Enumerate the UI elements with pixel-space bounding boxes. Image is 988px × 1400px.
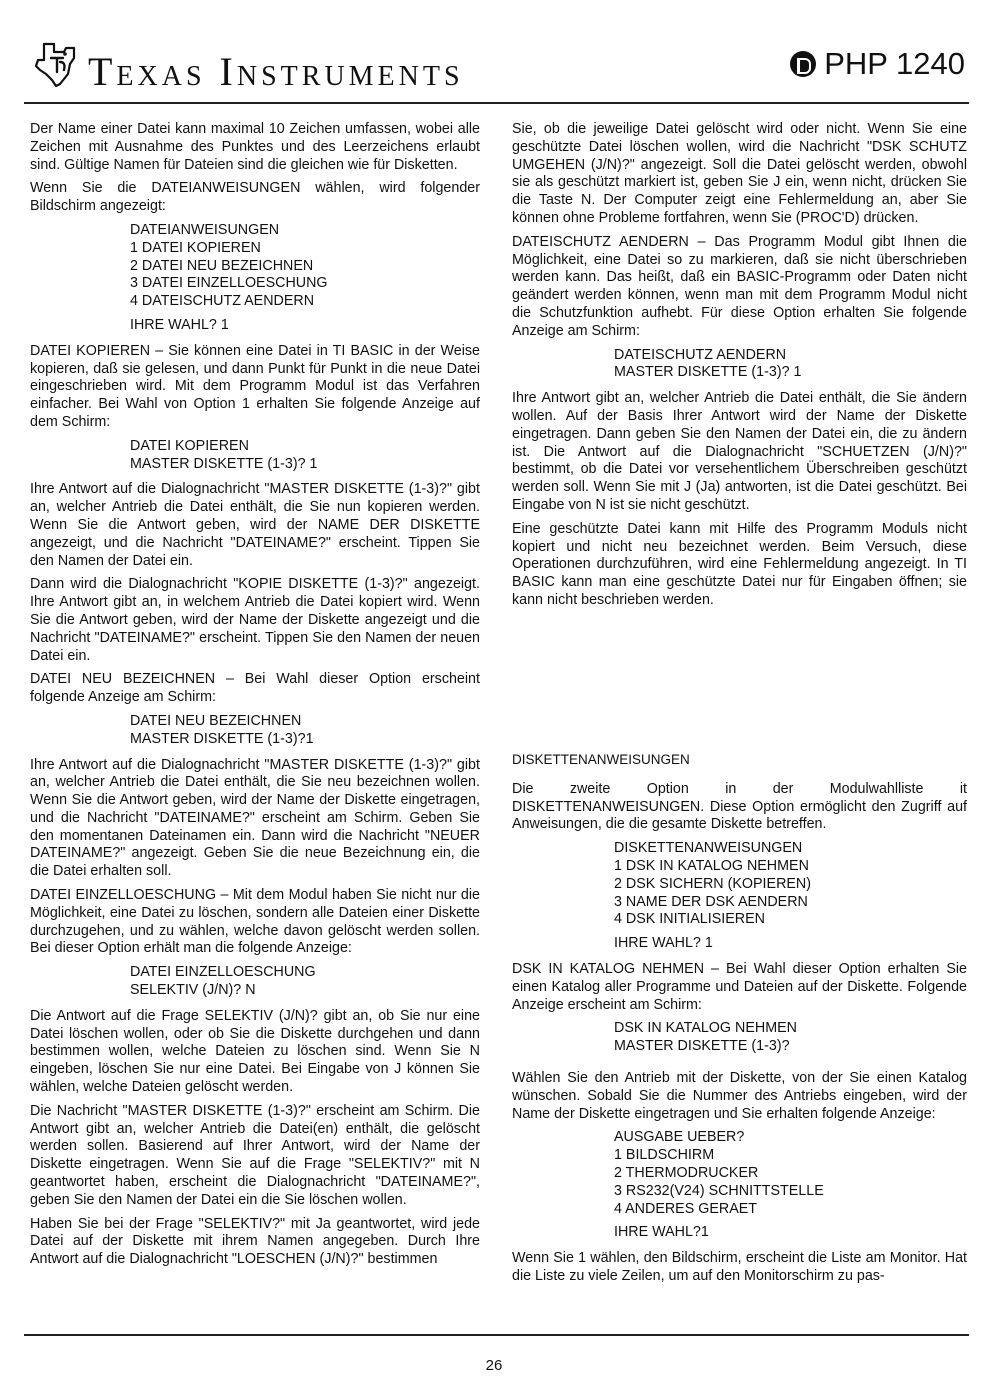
paragraph: Die Antwort auf die Frage SELEKTIV (J/N)? gibt an, ob Sie nur eine Datei löschen wollen, oder ob Sie die Diskette durchgehen und dann bestimmen wollen, welche Dateien zu löschen sind. Wenn Sie N eingeben, löschen Sie nur eine Datei. Bei Eingabe von J können Sie wählen, welche Dateien gelöscht werden. — [30, 1007, 480, 1096]
paragraph — [30, 671, 480, 707]
term-description: – Bei Wahl dieser Option erscheint folgende Anzeige am Schirm: — [30, 671, 480, 706]
term: DATEISCHUTZ AENDERN — [512, 233, 689, 250]
screen-line: DATEI KOPIEREN — [130, 437, 249, 454]
screen-line: 3 NAME DER DSK AENDERN — [614, 893, 808, 910]
screen-listing-datei-einzelloeschung — [130, 964, 480, 1000]
paragraph: Die zweite Option in der Modulwahlliste it DISKETTENANWEISUNGEN. Diese Option ermöglicht den Zugriff auf Anweisungen, die die gesamte Diskette betreffen. — [512, 780, 967, 833]
paragraph: Wenn Sie die DATEIANWEISUNGEN wählen, wird folgender Bildschirm angezeigt: — [30, 180, 480, 215]
screen-line: 4 DSK INITIALISIEREN — [614, 911, 765, 928]
screen-prompt: IHRE WAHL? 1 — [614, 935, 713, 952]
screen-line: 4 DATEISCHUTZ AENDERN — [130, 293, 315, 310]
section-heading: DISKETTENANWEISUNGEN — [512, 752, 690, 767]
document-code: PHP 1240 — [824, 46, 965, 81]
screen-line: 2 THERMODRUCKER — [614, 1164, 759, 1181]
screen-line: MASTER DISKETTE (1-3)?1 — [130, 730, 314, 747]
term: DATEI KOPIEREN — [30, 342, 151, 359]
screen-line: MASTER DISKETTE (1-3)? 1 — [130, 455, 318, 472]
page-header — [24, 34, 969, 98]
right-column-bottom — [512, 751, 967, 1292]
paragraph — [30, 343, 480, 432]
texas-instruments-logo-icon — [30, 40, 82, 90]
screen-line: DATEISCHUTZ AENDERN — [614, 346, 787, 363]
screen-listing-datei-neu-bezeichnen — [130, 713, 480, 749]
screen-line: DATEI EINZELLOESCHUNG — [130, 964, 316, 981]
left-column — [30, 121, 480, 1275]
term: DSK IN KATALOG NEHMEN — [512, 960, 705, 977]
paragraph: Eine geschützte Datei kann mit Hilfe des Programm Moduls nicht kopiert und nicht neu bezeichnet werden. Beim Versuch, diese Operationen durchzuführen, wird eine Fehlermeldung angezeigt. In TI BASIC kann man eine geschützte Datei nur für Eingaben öffnen; sie kann nicht beschrieben werden. — [512, 520, 967, 608]
right-column-top — [512, 121, 967, 616]
paragraph — [30, 887, 480, 958]
screen-line: MASTER DISKETTE (1-3)? — [614, 1038, 790, 1055]
screen-listing-datei-kopieren — [130, 438, 480, 474]
screen-line: 2 DATEI NEU BEZEICHNEN — [130, 257, 314, 274]
term-description: – Das Programm Modul gibt Ihnen die Möglichkeit, eine Datei so zu markieren, daß sie nicht überschrieben werden kann. Das heißt, daß ein BASIC-Programm oder Daten nicht geändert werden können, wenn man mit dem Programm Modul nicht die Schutzfunktion aufhebt. Für diese Option erhalten Sie folgende Anzeige am Schirm: — [512, 233, 967, 339]
paragraph: Wählen Sie den Antrieb mit der Diskette, von der Sie einen Katalog wünschen. Sobald Sie die Nummer des Antriebs eingeben, wird der Name der Diskette eingetragen und Sie erhalten folgende Anzeige: — [512, 1069, 967, 1122]
screen-listing-ausgabe — [614, 1129, 967, 1242]
term: DATEI NEU BEZEICHNEN — [30, 671, 216, 688]
paragraph: Ihre Antwort auf die Dialognachricht "MASTER DISKETTE (1-3)?" gibt an, welcher Antrieb die Datei enthält, die Sie neu bezeichnen wollen. Wenn Sie die Antwort geben, wird der Name der Diskette eingetragen, und die Nachricht "DATEINAME?" erscheint am Schirm. Geben Sie den momentanen Dateinamen ein. Dann wird die Nachricht "NEUER DATEINAME?" angezeigt. Geben Sie die neue Bezeichnung ein, die die Datei erhalten soll. — [30, 756, 480, 880]
screen-line: DISKETTENANWEISUNGEN — [614, 840, 803, 857]
screen-line: 4 ANDERES GERAET — [614, 1200, 758, 1217]
screen-prompt: IHRE WAHL?1 — [614, 1224, 709, 1241]
paragraph: Ihre Antwort auf die Dialognachricht "MASTER DISKETTE (1-3)?" gibt an, welcher Antrieb die Datei enthält, die Sie nun kopieren werden. Wenn Sie die Antwort geben, wird der NAME DER DISKETTE angezeigt, und die Nachricht "DATEINAME?" erscheint. Tippen Sie den Namen der Datei ein. — [30, 481, 480, 569]
screen-line: DATEIANWEISUNGEN — [130, 221, 280, 238]
screen-line: 3 DATEI EINZELLOESCHUNG — [130, 275, 328, 292]
screen-line: AUSGABE UEBER? — [614, 1129, 745, 1146]
paragraph — [512, 234, 967, 341]
screen-listing-dsk-katalog — [614, 1020, 967, 1056]
d-mark-icon — [790, 51, 816, 77]
document-id — [790, 46, 965, 82]
screen-line: SELEKTIV (J/N)? N — [130, 982, 256, 999]
paragraph: Der Name einer Datei kann maximal 10 Zeichen umfassen, wobei alle Zeichen mit Ausnahme des Punktes und des Leerzeichens erlaubt sind. Gültige Namen für Dateien sind die gleichen wie für Disketten. — [30, 121, 480, 173]
page-number: 26 — [485, 1357, 503, 1374]
screen-line: 1 BILDSCHIRM — [614, 1147, 715, 1164]
screen-prompt: IHRE WAHL? 1 — [130, 316, 229, 333]
paragraph: Wenn Sie 1 wählen, den Bildschirm, erscheint die Liste am Monitor. Hat die Liste zu viele Zeilen, um auf den Monitorschirm zu pas- — [512, 1250, 967, 1284]
screen-line: DATEI NEU BEZEICHNEN — [130, 712, 302, 729]
screen-line: 1 DATEI KOPIEREN — [130, 239, 261, 256]
screen-listing-dateianweisungen — [130, 222, 480, 335]
screen-line: 1 DSK IN KATALOG NEHMEN — [614, 857, 809, 874]
paragraph: Ihre Antwort gibt an, welcher Antrieb die Datei enthält, die Sie ändern wollen. Auf der Basis Ihrer Antwort wird der Name der Diskette eingetragen. Dann geben Sie den Namen der Datei ein, die zu ändern ist. Die Antwort auf die Dialognachricht "SCHUETZEN (J/N)?" bestimmt, ob die Datei vor versehentlichem Überschreiben geschützt werden soll. Wenn Sie mit J (Ja) antworten, ist die Datei geschützt. Bei Eingabe von N ist sie nicht geschützt. — [512, 390, 967, 513]
screen-listing-dateischutz-aendern — [614, 347, 967, 383]
paragraph: Sie, ob die jeweilige Datei gelöscht wird oder nicht. Wenn Sie eine geschützte Datei löschen wollen, wird die Nachricht "DSK SCHUTZ UMGEHEN (J/N)?" angezeigt. Soll die Datei gelöscht werden, obwohl sie als geschützt markiert ist, geben Sie J ein, wenn nicht, drücken Sie die Taste N. Der Computer zeigt eine Fehlermeldung an, aber Sie können ohne Probleme fortfahren, wenn Sie (PROC'D) drücken. — [512, 121, 967, 226]
screen-line: DSK IN KATALOG NEHMEN — [614, 1020, 797, 1037]
screen-line: MASTER DISKETTE (1-3)? 1 — [614, 364, 802, 381]
paragraph: Die Nachricht "MASTER DISKETTE (1-3)?" erscheint am Schirm. Die Antwort gibt an, welcher Antrieb die Datei(en) enthält, die gelöscht werden sollen. Basierend auf Ihrer Antwort, wird der Name der Diskette eingetragen. Wenn Sie auf die Frage "SELEKTIV?" mit N geantwortet haben, erscheint die Dialognachricht "DATEINAME?", geben Sie den Namen der Datei ein die Sie löschen wollen. — [30, 1102, 480, 1208]
footer-rule — [24, 1334, 969, 1336]
brand-name: Texas Instruments — [88, 49, 464, 94]
term-description: – Bei Wahl dieser Option erhalten Sie einen Katalog aller Programme und Dateien auf der Diskette. Folgende Anzeige erscheint am Schirm: — [512, 960, 967, 1013]
screen-listing-diskettenanweisungen — [614, 840, 967, 953]
term-description: – Mit dem Modul haben Sie nicht nur die Möglichkeit, eine Datei zu löschen, sondern alle Dateien einer Diskette durchzugehen, und zu wählen, welche davon gelöscht werden sollen. Bei dieser Option erhält man die folgende Anzeige: — [30, 887, 480, 957]
paragraph: Haben Sie bei der Frage "SELEKTIV?" mit Ja geantwortet, wird jede Datei auf der Diskette mit ihrem Namen angegeben. Durch Ihre Antwort auf die Dialognachricht "LOESCHEN (J/N)?" bestimmen — [30, 1215, 480, 1268]
header-rule — [24, 102, 969, 104]
screen-line: 2 DSK SICHERN (KOPIEREN) — [614, 875, 812, 892]
term: DATEI EINZELLOESCHUNG — [30, 887, 217, 904]
screen-line: 3 RS232(V24) SCHNITTSTELLE — [614, 1182, 824, 1199]
paragraph — [512, 961, 967, 1014]
term-description: – Sie können eine Datei in TI BASIC in der Weise kopieren, daß sie gelesen, und dann Punkt für Punkt in die neue Datei eingeschrieben wird. Mit dem Programm Modul ist das Verfahren einfacher. Bei Wahl von Option 1 erhalten Sie folgende Anzeige auf dem Schirm: — [30, 342, 480, 430]
paragraph: Dann wird die Dialognachricht "KOPIE DISKETTE (1-3)?" angezeigt. Ihre Antwort gibt an, in welchem Antrieb die Datei kopiert wird. Wenn Sie die Antwort geben, wird der Name der Diskette angezeigt und die Nachricht "DATEINAME?" erscheint. Tippen Sie den Namen der neuen Datei ein. — [30, 576, 480, 664]
